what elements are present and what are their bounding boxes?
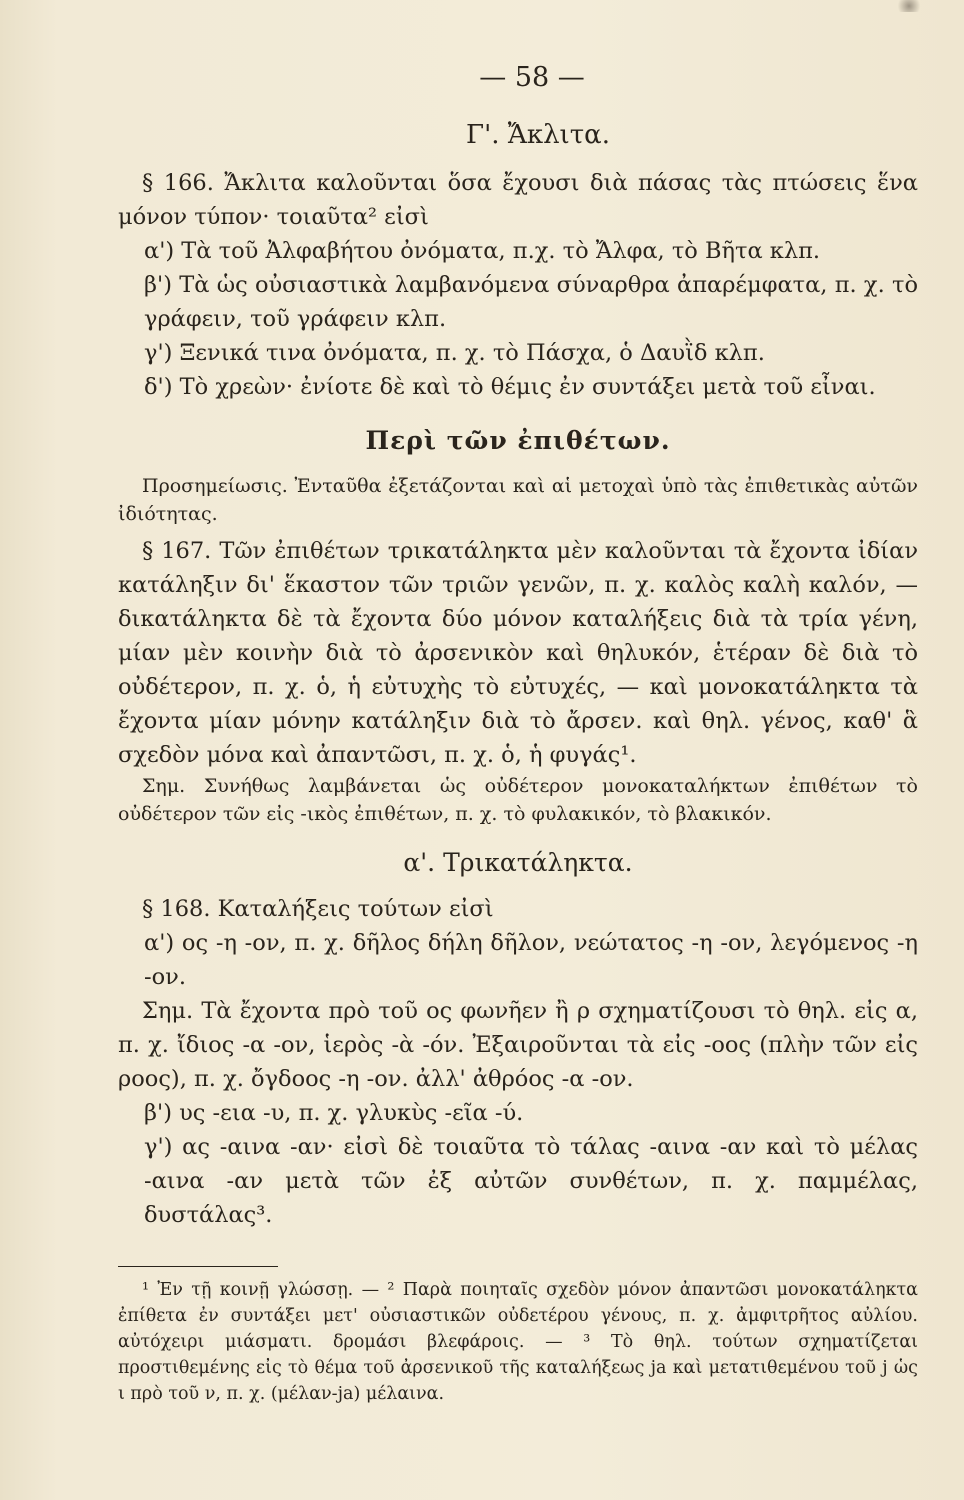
list-item: γ') ας -αινα -αν· εἰσὶ δὲ τοιαῦτα τὸ τάλας -αινα -αν καὶ τὸ μέλας -αινα -αν μετὰ τῶν ἐξ αὐτῶν συνθέτων, π. χ. παμμέλας, δυστάλας³. (144, 1134, 918, 1228)
section-title-gamma: Γ'. Ἄκλιτα. (466, 120, 610, 150)
note-167: Σημ. Συνήθως λαμβάνεται ὡς οὐδέτερον μονοκαταλήκτων ἐπιθέτων τὸ οὐδέτερον τῶν εἰς -ικὸς ἐπιθέτων, π. χ. τὸ φυλακικόν, τὸ βλακικόν. (118, 775, 918, 825)
paragraph-167: § 167. Τῶν ἐπιθέτων τρικατάληκτα μὲν καλοῦνται τὰ ἔχοντα ἰδίαν κατάληξιν δι' ἕκαστον τῶν τριῶν γενῶν, π. χ. καλὸς καλὴ καλόν, — δικατάληκτα δὲ τὰ ἔχοντα δύο μόνον καταλήξεις διὰ τὰ τρία γένη, μίαν μὲν κοινὴν διὰ τὸ ἀρσενικὸν καὶ θηλυκόν, ἑτέραν δὲ διὰ τὸ οὐδέτερον, π. χ. ὁ, ἡ εὐτυχὴς τὸ εὐτυχές, — καὶ μονοκατάληκτα τὰ ἔχοντα μίαν μόνην κατάληξιν διὰ τὸ ἄρσεν. καὶ θηλ. γένος, καθ' ἃ σχεδὸν μόνα καὶ ἀπαντῶσι, π. χ. ὁ, ἡ φυγάς¹. (118, 538, 918, 768)
paragraph-168: § 168. Καταλήξεις τούτων εἰσὶ (142, 896, 494, 922)
list-item: α') ος -η -ον, π. χ. δῆλος δήλη δῆλον, νεώτατος -η -ον, λεγόμενος -η -ον. (144, 930, 918, 990)
section-title-alpha: α'. Τρικατάληκτα. (403, 848, 633, 877)
note-168: Σημ. Τὰ ἔχοντα πρὸ τοῦ ος φωνῆεν ἢ ρ σχηματίζουσι τὸ θηλ. εἰς α, π. χ. ἴδιος -α -ον, ἱερὸς -ὰ -όν. Ἐξαιροῦνται τὰ εἰς -οος (πλὴν τῶν εἰς ροος), π. χ. ὄγδοος -η -ον. ἀλλ' ἀθρόος -α -ον. (118, 998, 918, 1092)
footnotes: ¹ Ἐν τῇ κοινῇ γλώσσῃ. — ² Παρὰ ποιηταῖς σχεδὸν μόνον ἀπαντῶσι μονοκατάληκτα ἐπίθετα ἐν συντάξει μετ' οὐσιαστικῶν οὐδετέρου γένους, π. χ. ἀμφιτρῆτος αὐλίου. αὐτόχειρι μιάσματι. δρομάσι βλεφάροις. — ³ Τὸ θηλ. τούτων σχηματίζεται προστιθεμένης εἰς τὸ θέμα τοῦ ἀρσενικοῦ τῆς καταλήξεως ja καὶ μετατιθεμένου τοῦ j ὡς ι πρὸ τοῦ ν, π. χ. (μέλαν-ja) μέλαινα. (118, 1280, 918, 1404)
paragraph-166: § 166. Ἄκλιτα καλοῦνται ὅσα ἔχουσι διὰ πάσας τὰς πτώσεις ἕνα μόνον τύπον· τοιαῦτα² εἰσὶ (118, 170, 918, 230)
list-item: β') υς -εια -υ, π. χ. γλυκὺς -εῖα -ύ. (144, 1100, 524, 1126)
prosimeiosis-note: Προσημείωσις. Ἐνταῦθα ἐξετάζονται καὶ αἱ μετοχαὶ ὑπὸ τὰς ἐπιθετικὰς αὐτῶν ἰδιότητας. (118, 475, 918, 525)
page-number: — 58 — (479, 62, 585, 93)
list-item: β') Τὰ ὡς οὐσιαστικὰ λαμβανόμενα σύναρθρα ἀπαρέμφατα, π. χ. τὸ γράφειν, τοῦ γράφειν κλπ. (144, 272, 918, 332)
section-title-adjectives: Περὶ τῶν ἐπιθέτων. (365, 426, 671, 455)
ink-smudge (894, 0, 924, 12)
list-item: α') Τὰ τοῦ Ἀλφαβήτου ὀνόματα, π.χ. τὸ Ἄλφα, τὸ Βῆτα κλπ. (144, 238, 821, 264)
footnote-divider (118, 1266, 278, 1267)
list-item: γ') Ξενικά τινα ὀνόματα, π. χ. τὸ Πάσχα, ὁ Δαυῒδ κλπ. (144, 340, 765, 366)
page-content (118, 118, 918, 1407)
list-item: δ') Τὸ χρεὼν· ἐνίοτε δὲ καὶ τὸ θέμις ἐν συντάξει μετὰ τοῦ εἶναι. (144, 374, 876, 400)
